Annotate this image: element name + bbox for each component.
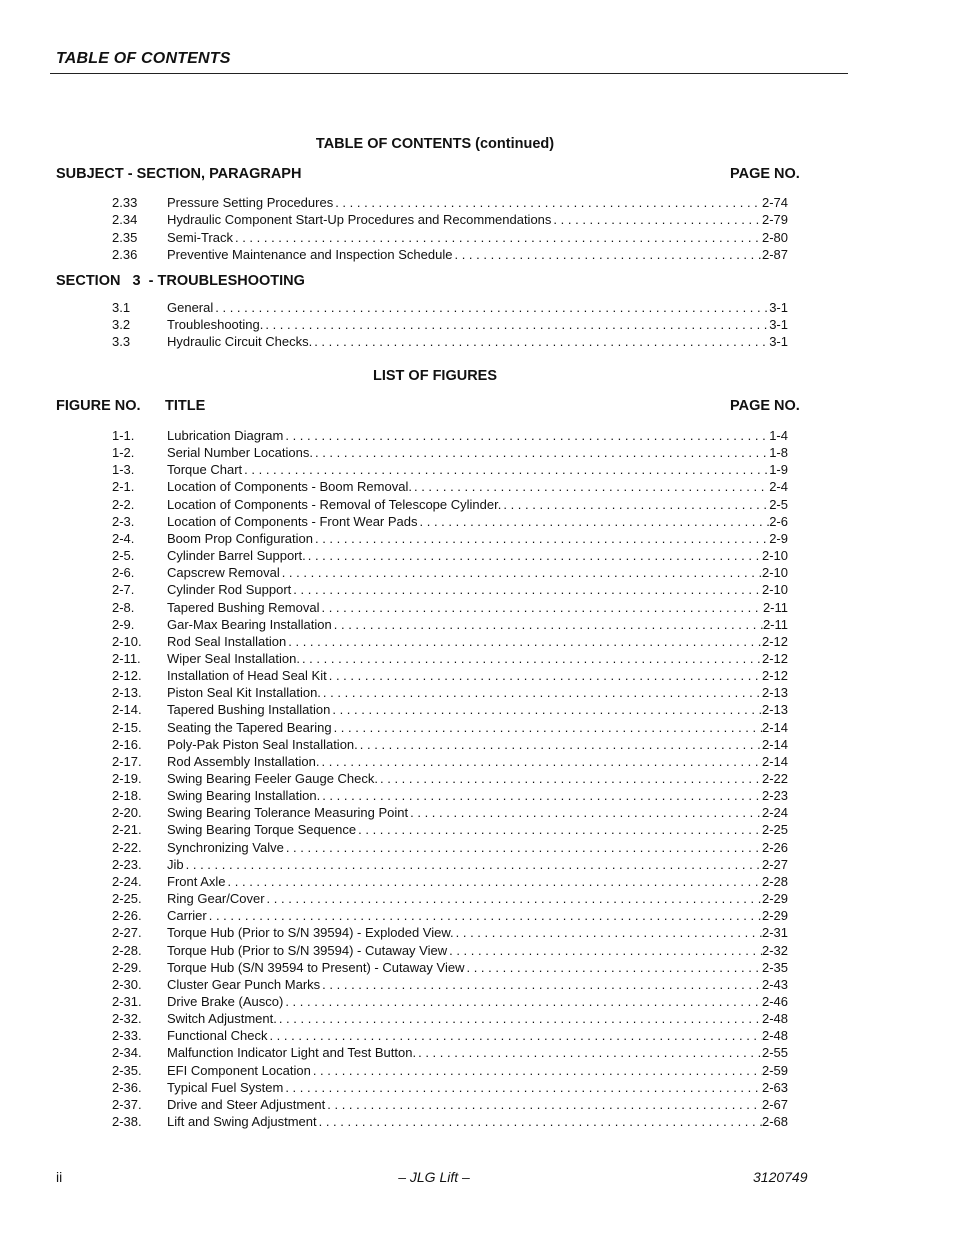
figure-entry[interactable]	[112, 907, 788, 924]
entry-number: 3.1	[112, 300, 131, 315]
entry-page-number: 2-29	[761, 891, 788, 907]
dot-leader	[207, 907, 762, 924]
dot-leader	[332, 719, 762, 736]
dot-leader	[300, 650, 762, 667]
dot-leader	[265, 890, 762, 907]
entry-number: 2-15.	[112, 719, 142, 735]
figure-entry[interactable]	[112, 547, 788, 564]
figure-entry[interactable]	[112, 1062, 788, 1079]
figure-entry[interactable]	[112, 599, 788, 616]
entry-number: 2-18.	[112, 788, 142, 804]
entry-number: 2-36.	[112, 1079, 142, 1095]
entry-page-number: 2-79	[761, 212, 788, 228]
figure-entry[interactable]	[112, 719, 788, 736]
entry-page-number: 2-68	[761, 1114, 788, 1129]
dot-leader	[283, 427, 769, 444]
entry-number: 2-19.	[112, 771, 142, 786]
entry-number: 1-1.	[112, 428, 135, 443]
entry-title: Troubleshooting.	[167, 317, 264, 332]
entry-number: 2-27.	[112, 925, 142, 941]
figure-entry[interactable]	[112, 856, 788, 873]
entry-title: Tapered Bushing Removal	[167, 599, 320, 615]
entry-title: Poly-Pak Piston Seal Installation.	[167, 736, 358, 752]
entry-number: 2-35.	[112, 1062, 142, 1078]
entry-page-number: 2-12	[761, 650, 788, 666]
toc-subject-header: SUBJECT - SECTION, PARAGRAPH	[56, 166, 302, 182]
dot-leader	[319, 753, 762, 770]
entry-page-number: 2-55	[761, 1045, 788, 1061]
entry-number: 2-2.	[112, 496, 135, 512]
figure-entry[interactable]	[112, 496, 788, 513]
entry-title: Cylinder Barrel Support.	[167, 548, 306, 564]
figure-entry[interactable]	[112, 1096, 788, 1113]
entry-title: Hydraulic Circuit Checks.	[167, 334, 313, 349]
entry-number: 2-13.	[112, 685, 142, 701]
figure-entry[interactable]	[112, 787, 788, 804]
entry-number: 2-38.	[112, 1114, 142, 1129]
entry-page-number: 2-26	[761, 839, 788, 855]
entry-number: 2-24.	[112, 873, 142, 889]
entry-page-number: 2-29	[761, 908, 788, 924]
entry-page-number: 2-13	[761, 702, 788, 718]
entry-number: 2-22.	[112, 839, 142, 855]
entry-number: 2-23.	[112, 856, 142, 872]
dot-leader	[311, 1062, 762, 1079]
dot-leader	[416, 1044, 762, 1061]
toc-entry[interactable]	[112, 211, 788, 228]
entry-page-number: 2-25	[761, 822, 788, 838]
entry-number: 1-2.	[112, 445, 135, 461]
entry-page-number: 3-1	[769, 334, 788, 349]
figure-entry[interactable]	[112, 581, 788, 598]
toc-entry[interactable]	[112, 333, 788, 350]
entry-page-number: 2-10	[761, 565, 788, 581]
toc-title: TABLE OF CONTENTS (continued)	[315, 136, 555, 152]
entry-page-number: 2-48	[761, 1028, 788, 1044]
dot-leader	[233, 229, 762, 246]
dot-leader	[242, 461, 769, 478]
entry-title: Seating the Tapered Bearing	[167, 719, 332, 735]
entry-title: Lubrication Diagram	[167, 428, 284, 443]
dot-leader	[412, 478, 769, 495]
figures-title: LIST OF FIGURES	[372, 368, 498, 384]
dot-leader	[501, 496, 769, 513]
figure-entry[interactable]	[112, 839, 788, 856]
entry-number: 2-7.	[112, 582, 135, 598]
entry-title: Torque Hub (S/N 39594 to Present) - Cutaway View	[167, 959, 465, 975]
entry-page-number: 2-63	[761, 1079, 788, 1095]
entry-page-number: 1-4	[769, 428, 788, 443]
dot-leader	[320, 976, 762, 993]
entry-title: Lift and Swing Adjustment	[167, 1114, 317, 1129]
entry-page-number: 2-48	[761, 1011, 788, 1027]
figure-entry[interactable]	[112, 736, 788, 753]
entry-number: 2-26.	[112, 908, 142, 924]
entry-page-number: 1-8	[769, 445, 788, 461]
entry-page-number: 2-74	[761, 195, 788, 210]
dot-leader	[551, 211, 762, 228]
figure-entry[interactable]	[112, 427, 788, 444]
figure-entry[interactable]	[112, 684, 788, 701]
dot-leader	[320, 787, 762, 804]
dot-leader	[356, 821, 762, 838]
dot-leader	[418, 513, 770, 530]
entry-number: 2-17.	[112, 753, 142, 769]
dot-leader	[280, 564, 762, 581]
dot-leader	[263, 316, 769, 333]
dot-leader	[327, 667, 762, 684]
dot-leader	[283, 1079, 762, 1096]
dot-leader	[333, 194, 762, 211]
dot-leader	[464, 959, 762, 976]
entry-page-number: 2-32	[761, 942, 788, 958]
entry-page-number: 2-4	[769, 479, 788, 495]
entry-title: Gar-Max Bearing Installation	[167, 616, 332, 632]
entry-number: 2-21.	[112, 822, 142, 838]
entry-title: Drive and Steer Adjustment	[167, 1096, 326, 1112]
figure-entry[interactable]	[112, 530, 788, 547]
entry-title: Malfunction Indicator Light and Test Button.	[167, 1045, 417, 1061]
page-header-title: TABLE OF CONTENTS	[56, 50, 231, 67]
figure-entry[interactable]	[112, 1113, 788, 1130]
figure-entry[interactable]	[112, 924, 788, 941]
entry-title: Serial Number Locations.	[167, 445, 313, 461]
figure-entry[interactable]	[112, 1027, 788, 1044]
entry-number: 2-28.	[112, 942, 142, 958]
entry-number: 2-10.	[112, 633, 142, 649]
entry-title: Capscrew Removal	[167, 565, 280, 581]
entry-title: Location of Components - Front Wear Pads	[167, 513, 418, 529]
entry-number: 2-31.	[112, 993, 142, 1009]
dot-leader	[378, 770, 762, 787]
entry-page-number: 2-14	[761, 719, 788, 735]
toc-entry[interactable]	[112, 229, 788, 246]
entry-title: Installation of Head Seal Kit	[167, 668, 327, 684]
dot-leader	[277, 1010, 762, 1027]
entry-page-number: 2-12	[761, 668, 788, 684]
entry-title: Semi-Track	[167, 229, 233, 245]
entry-number: 2-34.	[112, 1045, 142, 1061]
entry-title: Location of Components - Boom Removal.	[167, 479, 412, 495]
entry-title: General	[167, 300, 214, 315]
entry-number: 2.33	[112, 195, 138, 210]
entry-title: Preventive Maintenance and Inspection Schedule	[167, 246, 453, 262]
entry-title: Wiper Seal Installation.	[167, 650, 300, 666]
header-rule	[50, 73, 848, 74]
figure-entry[interactable]	[112, 1044, 788, 1061]
entry-title: Cluster Gear Punch Marks	[167, 976, 321, 992]
entry-number: 2-4.	[112, 530, 135, 546]
dot-leader	[291, 581, 762, 598]
entry-page-number: 2-27	[761, 856, 788, 872]
entry-number: 2.34	[112, 212, 138, 228]
entry-page-number: 2-10	[761, 582, 788, 598]
entry-page-number: 2-13	[761, 685, 788, 701]
figure-entry[interactable]	[112, 1079, 788, 1096]
entry-title: Ring Gear/Cover	[167, 891, 265, 907]
figure-entry[interactable]	[112, 993, 788, 1010]
entry-page-number: 2-6	[769, 513, 788, 529]
entry-page-number: 2-5	[769, 496, 788, 512]
entry-number: 2-6.	[112, 565, 135, 581]
figure-entry[interactable]	[112, 513, 788, 530]
dot-leader	[358, 736, 762, 753]
entry-number: 2-32.	[112, 1011, 142, 1027]
entry-number: 2-16.	[112, 736, 142, 752]
dot-leader	[325, 1096, 762, 1113]
figure-entry[interactable]	[112, 478, 788, 495]
dot-leader	[452, 246, 762, 263]
entry-number: 2-33.	[112, 1028, 142, 1044]
dot-leader	[330, 701, 762, 718]
entry-title: Switch Adjustment.	[167, 1011, 277, 1027]
entry-page-number: 2-12	[761, 633, 788, 649]
figure-entry[interactable]	[112, 753, 788, 770]
figure-entry[interactable]	[112, 701, 788, 718]
toc-page-header: PAGE NO.	[730, 166, 800, 182]
entry-number: 2-25.	[112, 891, 142, 907]
figure-entry[interactable]	[112, 942, 788, 959]
dot-leader	[319, 599, 762, 616]
toc-entry[interactable]	[112, 299, 788, 316]
dot-leader	[226, 873, 762, 890]
figures-title-header: TITLE	[165, 398, 206, 414]
figure-entry[interactable]	[112, 873, 788, 890]
entry-number: 2-8.	[112, 599, 135, 615]
footer-company: – JLG Lift –	[398, 1169, 470, 1185]
entry-page-number: 2-23	[761, 788, 788, 804]
entry-page-number: 2-80	[761, 229, 788, 245]
entry-page-number: 2-9	[769, 530, 788, 546]
footer-document-number: 3120749	[753, 1169, 808, 1185]
entry-title: Swing Bearing Torque Sequence	[167, 822, 357, 838]
entry-page-number: 2-43	[761, 976, 788, 992]
entry-number: 2-20.	[112, 805, 142, 821]
dot-leader	[454, 924, 762, 941]
dot-leader	[284, 839, 762, 856]
dot-leader	[321, 684, 762, 701]
section3-heading: SECTION 3 - TROUBLESHOOTING	[56, 273, 305, 289]
entry-page-number: 2-59	[761, 1062, 788, 1078]
entry-number: 2-11.	[112, 650, 141, 666]
figure-entry[interactable]	[112, 564, 788, 581]
entry-title: Swing Bearing Tolerance Measuring Point	[167, 805, 409, 821]
entry-title: Jib	[167, 856, 184, 872]
dot-leader	[184, 856, 762, 873]
dot-leader	[317, 1113, 762, 1130]
entry-number: 2-12.	[112, 668, 142, 684]
entry-title: Drive Brake (Ausco)	[167, 993, 284, 1009]
entry-title: EFI Component Location	[167, 1062, 311, 1078]
entry-title: Boom Prop Configuration	[167, 530, 313, 546]
figure-entry[interactable]	[112, 890, 788, 907]
dot-leader	[213, 299, 769, 316]
entry-page-number: 2-24	[761, 805, 788, 821]
figure-entry[interactable]	[112, 959, 788, 976]
dot-leader	[267, 1027, 762, 1044]
entry-page-number: 2-46	[761, 993, 788, 1009]
entry-page-number: 1-9	[769, 462, 788, 478]
entry-title: Swing Bearing Installation.	[167, 788, 321, 804]
dot-leader	[283, 993, 762, 1010]
figure-entry[interactable]	[112, 1010, 788, 1027]
figure-entry[interactable]	[112, 633, 788, 650]
entry-page-number: 2-22	[761, 771, 788, 786]
entry-page-number: 3-1	[769, 317, 788, 332]
entry-title: Synchronizing Valve	[167, 839, 284, 855]
figure-entry[interactable]	[112, 770, 788, 787]
entry-title: Carrier	[167, 908, 207, 924]
entry-page-number: 2-10	[761, 548, 788, 564]
entry-number: 3.3	[112, 334, 131, 349]
entry-number: 2-1.	[112, 479, 135, 495]
entry-number: 2-5.	[112, 548, 135, 564]
entry-page-number: 3-1	[769, 300, 788, 315]
entry-title: Cylinder Rod Support	[167, 582, 292, 598]
dot-leader	[313, 530, 769, 547]
entry-page-number: 2-31	[761, 925, 788, 941]
entry-page-number: 2-14	[761, 753, 788, 769]
figure-entry[interactable]	[112, 667, 788, 684]
entry-number: 3.2	[112, 317, 131, 332]
entry-title: Location of Components - Removal of Telescope Cylinder.	[167, 496, 502, 512]
entry-page-number: 2-11	[762, 616, 788, 632]
entry-title: Swing Bearing Feeler Gauge Check.	[167, 771, 379, 786]
entry-number: 1-3.	[112, 462, 135, 478]
entry-page-number: 2-14	[761, 736, 788, 752]
dot-leader	[408, 804, 762, 821]
entry-title: Typical Fuel System	[167, 1079, 284, 1095]
entry-number: 2.35	[112, 229, 138, 245]
figures-page-header: PAGE NO.	[730, 398, 800, 414]
dot-leader	[447, 942, 762, 959]
entry-number: 2-30.	[112, 976, 142, 992]
entry-number: 2-9.	[112, 616, 135, 632]
figure-entry[interactable]	[112, 650, 788, 667]
entry-title: Functional Check	[167, 1028, 268, 1044]
entry-title: Torque Hub (Prior to S/N 39594) - Cutaway View	[167, 942, 448, 958]
dot-leader	[306, 547, 762, 564]
entry-number: 2-14.	[112, 702, 142, 718]
entry-title: Front Axle	[167, 873, 226, 889]
figure-entry[interactable]	[112, 616, 788, 633]
dot-leader	[313, 444, 769, 461]
entry-title: Pressure Setting Procedures	[167, 195, 334, 210]
entry-number: 2-37.	[112, 1096, 142, 1112]
entry-title: Rod Seal Installation	[167, 633, 287, 649]
entry-title: Piston Seal Kit Installation.	[167, 685, 321, 701]
entry-page-number: 2-35	[761, 959, 788, 975]
figure-entry[interactable]	[112, 461, 788, 478]
figure-entry[interactable]	[112, 804, 788, 821]
dot-leader	[312, 333, 769, 350]
figure-entry[interactable]	[112, 444, 788, 461]
dot-leader	[286, 633, 762, 650]
footer-page-number: ii	[56, 1169, 63, 1185]
entry-title: Torque Chart	[167, 462, 243, 478]
entry-page-number: 2-11	[762, 599, 788, 615]
entry-title: Torque Hub (Prior to S/N 39594) - Exploded View.	[167, 925, 454, 941]
entry-title: Tapered Bushing Installation	[167, 702, 331, 718]
entry-title: Rod Assembly Installation.	[167, 753, 320, 769]
figure-entry[interactable]	[112, 976, 788, 993]
entry-number: 2-29.	[112, 959, 142, 975]
toc-entry[interactable]	[112, 316, 788, 333]
entry-page-number: 2-28	[761, 873, 788, 889]
toc-entry[interactable]	[112, 246, 788, 263]
entry-title: Hydraulic Component Start-Up Procedures and Recommendations	[167, 212, 552, 228]
entry-page-number: 2-87	[761, 246, 788, 262]
entry-number: 2-3.	[112, 513, 135, 529]
entry-page-number: 2-67	[761, 1096, 788, 1112]
toc-entry[interactable]	[112, 194, 788, 211]
figures-number-header: FIGURE NO.	[56, 398, 141, 414]
figure-entry[interactable]	[112, 821, 788, 838]
dot-leader	[332, 616, 763, 633]
entry-number: 2.36	[112, 246, 138, 262]
